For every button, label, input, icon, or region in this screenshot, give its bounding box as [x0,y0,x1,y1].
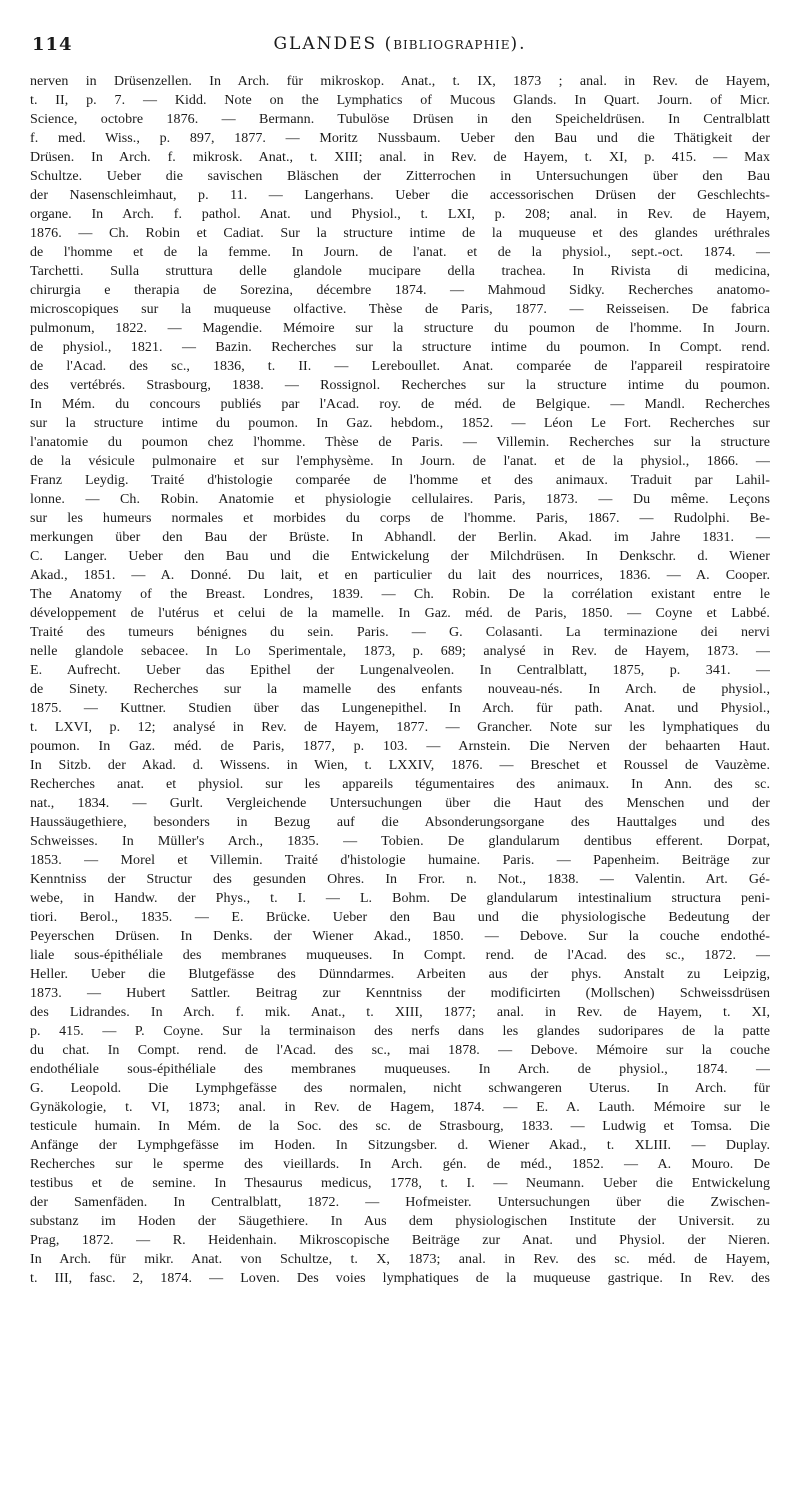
running-head-sub: BIBLIOGRAPHIE [393,38,511,52]
bibliography-text [30,72,770,1288]
text-line: Science, octobre 1876. — Bermann. Tubulöse Drüsen in den Speicheldrüsen. In Centralblatt [30,112,770,127]
text-line: E. Aufrecht. Ueber das Epithel der Lungenalveolen. In Centralblatt, 1875, p. 341. — [30,663,770,678]
text-line: Prag, 1872. — R. Heidenhain. Mikroscopische Beiträge zur Anat. und Physiol. der Nieren. [30,1233,770,1248]
text-line: pulmonum, 1822. — Magendie. Mémoire sur la structure du poumon de l'homme. In Journ. [30,321,770,336]
text-line: 1873. — Hubert Sattler. Beitrag zur Kenntniss der modificirten (Mollschen) Schweissdrüsen [30,986,770,1001]
text-line: Recherches sur le sperme des vieillards. In Arch. gén. de méd., 1852. — A. Mouro. De [30,1157,770,1172]
text-line: Gynäkologie, t. VI, 1873; anal. in Rev. de Hagem, 1874. — E. A. Lauth. Mémoire sur le [30,1100,770,1115]
text-line: Franz Leydig. Traité d'histologie comparée de l'homme et des animaux. Traduit par Lahil- [30,473,770,488]
text-line: In Mém. du concours publiés par l'Acad. roy. de méd. de Belgique. — Mandl. Recherches [30,397,770,412]
text-line: testicule humain. In Mém. de la Soc. des sc. de Strasbourg, 1833. — Ludwig et Tomsa. Die [30,1119,770,1134]
page-header [30,34,770,64]
text-line: p. 415. — P. Coyne. Sur la terminaison des nerfs dans les glandes sudoripares de la patte [30,1024,770,1039]
text-line: 1853. — Morel et Villemin. Traité d'histologie humaine. Paris. — Papenheim. Beiträge zur [30,853,770,868]
text-line: Heller. Ueber die Blutgefässe des Dünndarmes. Arbeiten aus der phys. Anstalt zu Leipzig, [30,967,770,982]
text-line: 1875. — Kuttner. Studien über das Lungenepithel. In Arch. für path. Anat. und Physiol., [30,701,770,716]
text-line: sur les humeurs normales et morbides du corps de l'homme. Paris, 1867. — Rudolphi. Be- [30,511,770,526]
text-line: Akad., 1851. — A. Donné. Du lait, et en particulier du lait des nourrices, 1836. — A. Cooper. [30,568,770,583]
running-head-end: ). [510,34,527,54]
text-line: de la vésicule pulmonaire et sur l'emphysème. In Journ. de l'anat. et de la physiol., 1866. — [30,454,770,469]
text-line: des Lidrandes. In Arch. f. mik. Anat., t. XIII, 1877; anal. in Rev. de Hayem, t. XI, [30,1005,770,1020]
text-line: In Sitzb. der Akad. d. Wissens. in Wien, t. LXXIV, 1876. — Breschet et Roussel de Vauzème. [30,758,770,773]
text-line: Traité des tumeurs bénignes du sein. Paris. — G. Colasanti. La terminazione dei nervi [30,625,770,640]
text-line: endothéliale sous-épithéliale des membranes muqueuses. In Arch. de physiol., 1874. — [30,1062,770,1077]
text-line: développement de l'utérus et celui de la mamelle. In Gaz. méd. de Paris, 1850. — Coyne et Labbé. [30,606,770,621]
text-line: testibus et de semine. In Thesaurus medicus, 1778, t. I. — Neumann. Ueber die Entwickelung [30,1176,770,1191]
text-line: Recherches anat. et physiol. sur les appareils tégumentaires des animaux. In Ann. des sc. [30,777,770,792]
text-line: nelle glandole sebacee. In Lo Sperimentale, 1873, p. 689; analysé in Rev. de Hayem, 1873. — [30,644,770,659]
text-line: der Samenfäden. In Centralblatt, 1872. — Hofmeister. Untersuchungen über die Zwischen- [30,1195,770,1210]
text-line: des vertébrés. Strasbourg, 1838. — Rossignol. Recherches sur la structure intime du poumon. [30,378,770,393]
text-line: de Sinety. Recherches sur la mamelle des enfants nouveau-nés. In Arch. de physiol., [30,682,770,697]
text-line: lonne. — Ch. Robin. Anatomie et physiologie cellulaires. Paris, 1873. — Du même. Leçons [30,492,770,507]
text-line: microscopiques sur la muqueuse olfactive. Thèse de Paris, 1877. — Reisseisen. De fabrica [30,302,770,317]
text-line: l'anatomie du poumon chez l'homme. Thèse de Paris. — Villemin. Recherches sur la structure [30,435,770,450]
text-line: G. Leopold. Die Lymphgefässe des normalen, nicht schwangeren Uterus. In Arch. für [30,1081,770,1096]
text-line: C. Langer. Ueber den Bau und die Entwickelung der Milchdrüsen. In Denkschr. d. Wiener [30,549,770,564]
text-line: Kenntniss der Structur des gesunden Ohres. In Fror. n. Not., 1838. — Valentin. Art. Gé- [30,872,770,887]
text-line: t. II, p. 7. — Kidd. Note on the Lymphatics of Mucous Glands. In Quart. Journ. of Micr. [30,93,770,108]
text-line: Schweisses. In Müller's Arch., 1835. — Tobien. De glandularum dentibus efferent. Dorpat, [30,834,770,849]
text-line: webe, in Handw. der Phys., t. I. — L. Bohm. De glandularum intestinalium structura peni- [30,891,770,906]
text-line: poumon. In Gaz. méd. de Paris, 1877, p. 103. — Arnstein. Die Nerven der behaarten Haut. [30,739,770,754]
text-line: t. LXVI, p. 12; analysé in Rev. de Hayem, 1877. — Grancher. Note sur les lymphatiques du [30,720,770,735]
text-line: Drüsen. In Arch. f. mikrosk. Anat., t. XIII; anal. in Rev. de Hayem, t. XI, p. 415. — Max [30,150,770,165]
text-line: Schultze. Ueber die savischen Bläschen der Zitterrochen in Untersuchungen über den Bau [30,169,770,184]
text-line: organe. In Arch. f. pathol. Anat. und Physiol., t. LXI, p. 208; anal. in Rev. de Hayem, [30,207,770,222]
text-line: Peyerschen Drüsen. In Denks. der Wiener Akad., 1850. — Debove. Sur la couche endothé- [30,929,770,944]
text-line: substanz im Hoden der Säugethiere. In Aus dem physiologischen Institute der Universit. zu [30,1214,770,1229]
text-line: 1876. — Ch. Robin et Cadiat. Sur la structure intime de la muqueuse et des glandes uréthrales [30,226,770,241]
text-line: t. III, fasc. 2, 1874. — Loven. Des voies lymphatiques de la muqueuse gastrique. In Rev. des [30,1271,770,1286]
text-line: du chat. In Compt. rend. de l'Acad. des sc., mai 1878. — Debove. Mémoire sur la couche [30,1043,770,1058]
running-head [30,34,770,54]
text-line: f. med. Wiss., p. 897, 1877. — Moritz Nussbaum. Ueber den Bau und die Thätigkeit der [30,131,770,146]
text-line: de l'homme et de la femme. In Journ. de l'anat. et de la physiol., sept.-oct. 1874. — [30,245,770,260]
text-line: Tarchetti. Sulla struttura delle glandole mucipare della trachea. In Rivista di medicina, [30,264,770,279]
text-line: tiori. Berol., 1835. — E. Brücke. Ueber den Bau und die physiologische Bedeutung der [30,910,770,925]
text-line: Haussäugethiere, besonders in Bezug auf die Absonderungsorgane des Hauttalges und des [30,815,770,830]
text-line: de physiol., 1821. — Bazin. Recherches sur la structure intime du poumon. In Compt. rend. [30,340,770,355]
text-line: der Nasenschleimhaut, p. 11. — Langerhans. Ueber die accessorischen Drüsen der Geschlechts- [30,188,770,203]
text-line: chirurgia e therapia de Sorezina, décembre 1874. — Mahmoud Sidky. Recherches anatomo- [30,283,770,298]
text-line: de l'Acad. des sc., 1836, t. II. — Lereboullet. Anat. comparée de l'appareil respiratoire [30,359,770,374]
text-line: In Arch. für mikr. Anat. von Schultze, t. X, 1873; anal. in Rev. des sc. méd. de Hayem, [30,1252,770,1267]
text-line: Anfänge der Lymphgefässe im Hoden. In Sitzungsber. d. Wiener Akad., t. XLIII. — Duplay. [30,1138,770,1153]
text-line: The Anatomy of the Breast. Londres, 1839. — Ch. Robin. De la corrélation existant entre le [30,587,770,602]
page-number: 114 [32,34,73,55]
text-line: nerven in Drüsenzellen. In Arch. für mikroskop. Anat., t. IX, 1873 ; anal. in Rev. de Hayem, [30,74,770,89]
text-line: merkungen über den Bau der Brüste. In Abhandl. der Berlin. Akad. im Jahre 1831. — [30,530,770,545]
running-head-main: GLANDES ( [273,34,394,54]
text-line: nat., 1834. — Gurlt. Vergleichende Untersuchungen über die Haut des Menschen und der [30,796,770,811]
text-line: sur la structure intime du poumon. In Gaz. hebdom., 1852. — Léon Le Fort. Recherches sur [30,416,770,431]
text-line: liale sous-épithéliale des membranes muqueuses. In Compt. rend. de l'Acad. des sc., 1872. — [30,948,770,963]
